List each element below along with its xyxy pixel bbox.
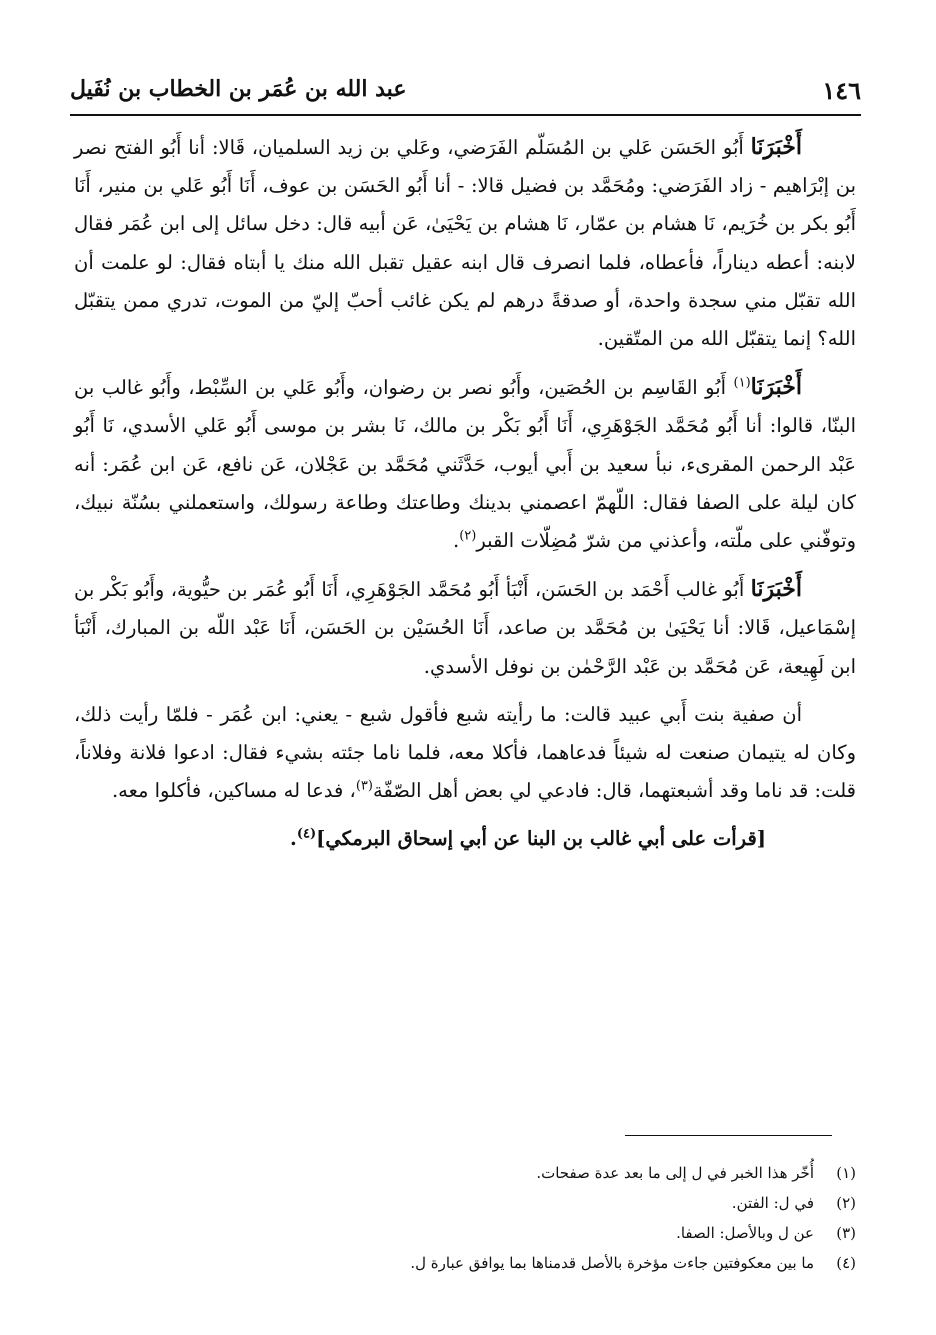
footnote-text: عن ل وبالأصل: الصفا. [676, 1224, 814, 1242]
footnote [100, 1218, 856, 1248]
paragraph-1 [74, 128, 856, 358]
header-rule [70, 114, 861, 116]
paragraph-text-end: . [453, 529, 460, 553]
main-text [74, 128, 856, 869]
paragraph-4 [74, 696, 856, 811]
footnote-text: ما بين معكوفتين جاءت مؤخرة بالأصل قدمناها بما يوافق عبارة ل. [410, 1254, 814, 1272]
running-title: عبد الله بن عُمَر بن الخطاب بن نُفَيل [70, 76, 407, 102]
paragraph-text-end: ، فدعا له مساكين، فأكلوا معه. [111, 779, 356, 803]
footnote-number: (٤) [836, 1254, 856, 1272]
footnote-marker: (٤) [296, 826, 317, 842]
footnote-number: (٢) [836, 1194, 856, 1212]
footnote-marker: (٢) [459, 528, 477, 544]
footnotes [100, 1158, 856, 1278]
footnote-number: (١) [836, 1164, 856, 1182]
footnote-text: أُخّر هذا الخبر في ل إلى ما بعد عدة صفحات. [536, 1164, 814, 1182]
paragraph-lead: أَخْبَرَنَا [750, 134, 802, 160]
paragraph-text-end: . [290, 827, 297, 851]
paragraph-text: [قرأت على أبي غالب بن البنا عن أبي إسحاق البرمكي] [316, 827, 766, 851]
paragraph-text: أن صفية بنت أَبي عبيد قالت: ما رأيته شبع فأقول شبع - يعني: ابن عُمَر - فلمّا رأيت ذلك، وكان له يتيمان صنعت له شيئاً فدعاهما، فأكلا معه، فلما ناما جئته بشيء فقال: ادعوا فلانة وفلاناً، قلت: قد ناما وقد أشبعتهما، قال: فادعي لي بعض أهل الصّفّة [74, 702, 856, 803]
footnote-rule [625, 1135, 832, 1136]
footnote-marker: (٣) [355, 778, 373, 794]
footnote [100, 1188, 856, 1218]
paragraph-lead: أَخْبَرَنَا [750, 576, 802, 603]
paragraph-text: أَبُو غالب أَحْمَد بن الحَسَن، أَنْبَأ أَبُو مُحَمَّد الجَوْهَرِي، أَنَا أَبُو عُمَر بن حيُّوية، وأَبُو بَكْر بن إسْمَاعيل، قَالا: أنا يَحْيَىٰ بن مُحَمَّد بن صاعد، أَنَا الحُسَيْن بن الحَسَن، أَنَا عَبْد اللّه بن المبارك، أَنْبَأ ابن لَهِيعة، عَن مُحَمَّد بن عَبْد الرَّحْمٰن بن نوفل الأسدي. [74, 578, 856, 678]
footnote-marker: (١) [733, 375, 751, 391]
paragraph-text: أَبُو الحَسَن عَلي بن المُسَلّم الفَرَضي، وعَلي بن زيد السلميان، قَالا: أنا أَبُو الفتح نصر بن إبْرَاهيم - زاد الفَرَضي: ومُحَمَّد بن فضيل قالا: - أنا أَبُو الحَسَن بن عوف، أَنَا أَبُو عَلي بن منير، أَنَا أَبُو بكر بن خُرَيم، نَا هشام بن عمّار، نَا هشام بن يَحْيَىٰ، عَن أبيه قال: دخل سائل إلى ابن عُمَر فقال لابنه: أعطه ديناراً، فأعطاه، فلما انصرف قال ابنه عقيل تقبل الله منك يا أبتاه فقال: لو علمت أن الله تقبّل مني سجدة واحدة، أو صدقةً درهم لم يكن غائب أحبّ إليّ من الموت، تدري ممن يتقبّل الله؟ إنما يتقبّل الله من المتّقين. [74, 136, 856, 351]
footnote-number: (٣) [836, 1224, 856, 1242]
footnote [100, 1158, 856, 1188]
footnote [100, 1248, 856, 1278]
paragraph-lead: أَخْبَرَنَا [750, 374, 802, 401]
paragraph-text: أَبُو القَاسِم بن الحُصَين، وأَبُو نصر بن رضوان، وأَبُو عَلي بن السِّبْط، وأَبُو غالب بن البنّا، قالوا: أنا أَبُو مُحَمَّد الجَوْهَرِي، أَنَا أَبُو بَكْر بن مالك، نَا بشر بن موسى أَبُو عَلي الأسدي، نَا أَبُو عَبْد الرحمن المقرىء، نبأ سعيد بن أَبي أيوب، حَدَّثَني مُحَمَّد بن عَجْلان، عَن نافع، عَن ابن عُمَر: أنه كان ليلة على الصفا فقال: اللّهمّ اعصمني بدينك وطاعتك وطاعة رسولك، واستعملني بسُنّة نبيك، وتوفّني على ملّته، وأعذني من شرّ مُضِلّات القبر [74, 376, 856, 553]
paragraph-2 [74, 368, 856, 560]
page-header [70, 68, 861, 112]
footnote-text: في ل: الفتن. [731, 1194, 814, 1212]
paragraph-3 [74, 570, 856, 686]
page-number: ١٤٦ [822, 76, 861, 105]
paragraph-5 [74, 820, 856, 858]
